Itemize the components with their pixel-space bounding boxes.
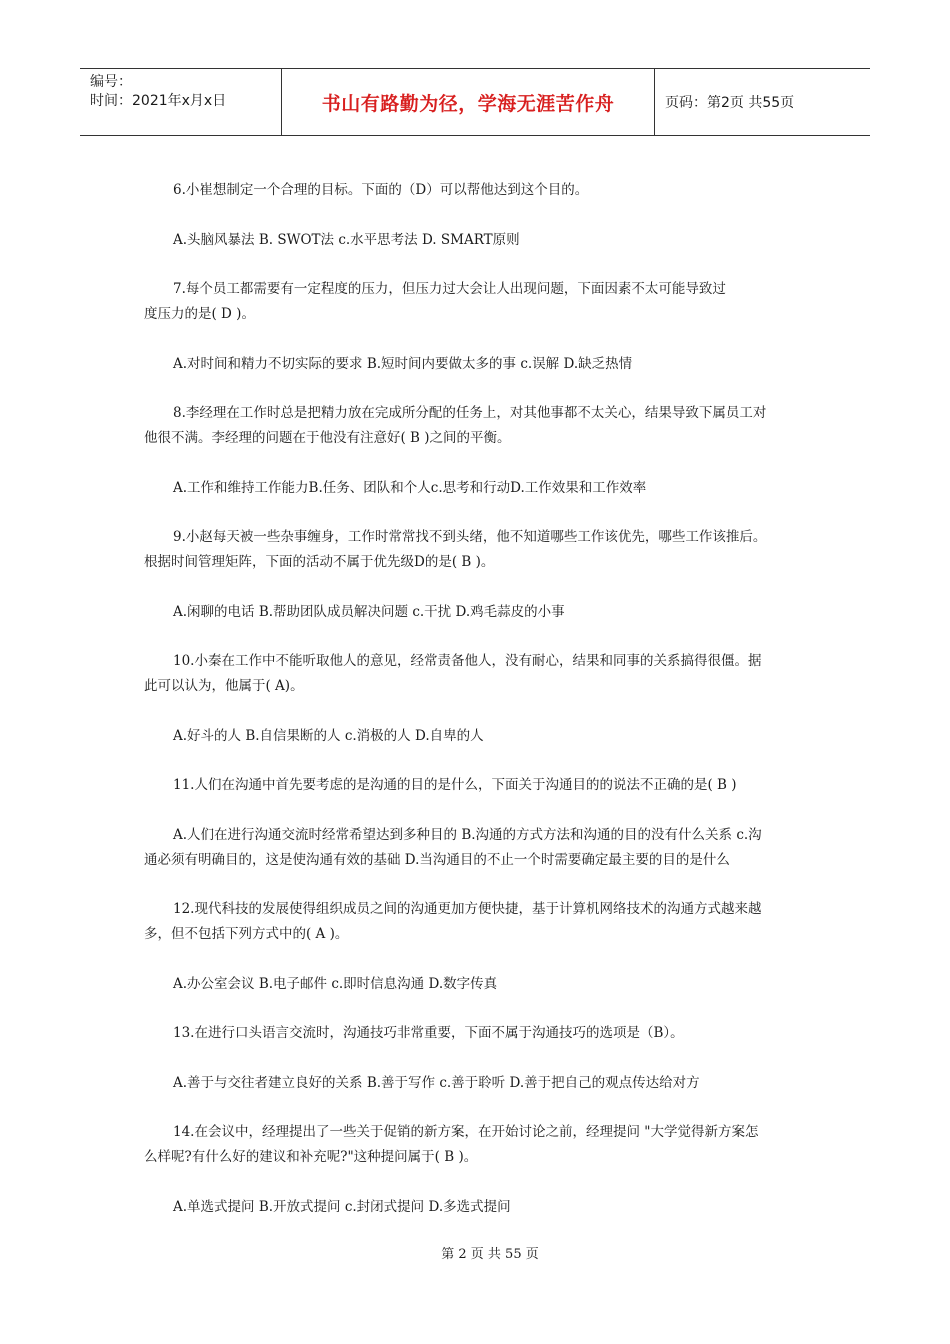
paragraph: [144, 1195, 808, 1220]
text-line: 10.小秦在工作中不能听取他人的意见，经常责备他人，没有耐心，结果和同事的关系搞得很僵。据: [173, 653, 762, 669]
text-line: 他很不满。李经理的问题在于他没有注意好( B )之间的平衡。: [144, 430, 511, 446]
text-line: 多，但不包括下列方式中的( A )。: [144, 926, 349, 942]
paragraph: [144, 972, 808, 997]
paragraph: [144, 724, 808, 749]
paragraph: [144, 228, 808, 253]
header-page-info: 页码：第2页 共55页: [665, 95, 795, 111]
text-line: 11.人们在沟通中首先要考虑的是沟通的目的是什么，下面关于沟通目的的说法不正确的是( B ): [173, 777, 737, 793]
text-line: 8.李经理在工作时总是把精力放在完成所分配的任务上，对其他事都不太关心，结果导致下属员工对: [173, 405, 767, 421]
paragraph: [144, 277, 808, 327]
document-body: [144, 178, 808, 1244]
text-line: A.办公室会议 B.电子邮件 c.即时信息沟通 D.数字传真: [173, 975, 498, 992]
text-line: A.对时间和精力不切实际的要求 B.短时间内要做太多的事 c.误解 D.缺乏热情: [173, 355, 633, 372]
text-line: A.好斗的人 B.自信果断的人 c.消极的人 D.自卑的人: [173, 727, 484, 744]
text-line: 9.小赵每天被一些杂事缠身，工作时常常找不到头绪，他不知道哪些工作该优先，哪些工作该推后。: [173, 529, 767, 545]
paragraph: [144, 352, 808, 377]
paragraph: [144, 1021, 808, 1046]
text-line: 12.现代科技的发展使得组织成员之间的沟通更加方便快捷，基于计算机网络技术的沟通方式越来越: [173, 901, 762, 917]
paragraph: [144, 1071, 808, 1096]
paragraph: [144, 178, 808, 203]
number-label: 编号：: [90, 74, 132, 90]
text-line: 13.在进行口头语言交流时，沟通技巧非常重要，下面不属于沟通技巧的选项是（B）。: [173, 1025, 684, 1041]
text-line: 7.每个员工都需要有一定程度的压力，但压力过大会让人出现问题，下面因素不太可能导致过: [173, 281, 726, 297]
paragraph: [144, 897, 808, 947]
paragraph: [144, 525, 808, 575]
text-line: 此可以认为，他属于( A)。: [144, 678, 304, 694]
text-line: A.人们在进行沟通交流时经常希望达到多种目的 B.沟通的方式方法和沟通的目的没有什么关系 c.沟: [173, 826, 762, 843]
paragraph: [144, 1120, 808, 1170]
page-footer: 第 2 页 共 55 页: [441, 1247, 539, 1262]
text-line: A.闲聊的电话 B.帮助团队成员解决问题 c.干扰 D.鸡毛蒜皮的小事: [173, 603, 565, 620]
text-line: 14.在会议中，经理提出了一些关于促销的新方案，在开始讨论之前，经理提问 "大学觉得新方案怎: [173, 1124, 759, 1140]
paragraph: [144, 649, 808, 699]
paragraph: [144, 773, 808, 798]
text-line: A.单选式提问 B.开放式提问 c.封闭式提问 D.多选式提问: [173, 1198, 511, 1215]
text-line: 6.小崔想制定一个合理的目标。下面的（D）可以帮他达到这个目的。: [173, 182, 589, 198]
time-label: 时间：2021年x月x日: [90, 93, 227, 109]
text-line: A.头脑风暴法 B. SWOT法 c.水平思考法 D. SMART原则: [173, 231, 520, 248]
paragraph: [144, 476, 808, 501]
text-line: A.善于与交往者建立良好的关系 B.善于写作 c.善于聆听 D.善于把自己的观点传达给对方: [173, 1074, 700, 1091]
paragraph: [144, 401, 808, 451]
paragraph: [144, 823, 808, 873]
text-line: 根据时间管理矩阵，下面的活动不属于优先级D的是( B )。: [144, 554, 495, 570]
header-meta: [80, 69, 282, 135]
page-header: [80, 68, 870, 136]
header-motto: 书山有路勤为径，学海无涯苦作舟: [282, 69, 655, 135]
text-line: A.工作和维持工作能力B.任务、团队和个人c.思考和行动D.工作效果和工作效率: [173, 479, 647, 496]
text-line: 么样呢?有什么好的建议和补充呢?"这种提问属于( B )。: [144, 1149, 478, 1165]
paragraph: [144, 600, 808, 625]
text-line: 度压力的是( D )。: [144, 306, 255, 322]
text-line: 通必须有明确目的，这是使沟通有效的基础 D.当沟通目的不止一个时需要确定最主要的目的是什么: [144, 851, 730, 868]
